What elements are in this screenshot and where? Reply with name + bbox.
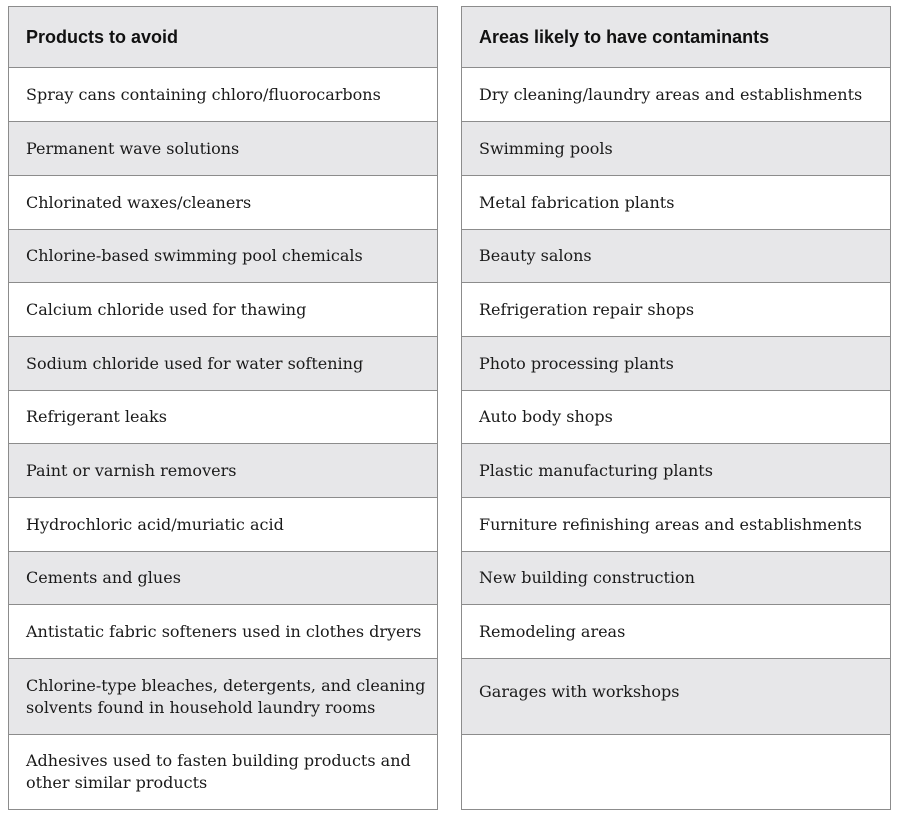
- product-item: Paint or varnish removers: [26, 460, 237, 480]
- product-item: Sodium chloride used for water softening: [26, 353, 364, 373]
- area-item: Dry cleaning/laundry areas and establishments: [479, 84, 863, 104]
- product-item: Spray cans containing chloro/fluorocarbons: [26, 84, 381, 104]
- area-item: Metal fabrication plants: [479, 192, 675, 212]
- table-row: [462, 659, 890, 735]
- products-column: [8, 6, 438, 810]
- table-row: [462, 68, 890, 122]
- table-row: [9, 176, 437, 230]
- table-row: [9, 498, 437, 552]
- table-row: [9, 122, 437, 176]
- table-row: [9, 659, 437, 735]
- area-item: Furniture refinishing areas and establishments: [479, 514, 862, 534]
- area-item: Plastic manufacturing plants: [479, 460, 713, 480]
- product-item: Chlorinated waxes/cleaners: [26, 192, 252, 212]
- table-row: [462, 605, 890, 659]
- products-header-cell: [9, 7, 437, 68]
- table-row: [462, 337, 890, 391]
- table-row: [462, 283, 890, 337]
- area-item: Refrigeration repair shops: [479, 299, 695, 319]
- table-row: [462, 176, 890, 230]
- area-item: Beauty salons: [479, 246, 592, 265]
- table-row: [9, 605, 437, 659]
- table-row: [9, 337, 437, 391]
- table-row: [9, 230, 437, 283]
- product-item: Adhesives used to fasten building products and other similar products: [26, 750, 411, 792]
- areas-header-cell: [462, 7, 890, 68]
- table-row: [462, 498, 890, 552]
- table-row: [9, 552, 437, 605]
- table-row: [462, 552, 890, 605]
- area-item: Garages with workshops: [479, 682, 680, 701]
- products-header: Products to avoid: [26, 26, 179, 47]
- area-item: Photo processing plants: [479, 353, 674, 373]
- product-item: Chlorine-based swimming pool chemicals: [26, 246, 363, 265]
- table-row: [462, 122, 890, 176]
- area-item: New building construction: [479, 568, 695, 587]
- product-item: Calcium chloride used for thawing: [26, 299, 307, 319]
- area-item: Remodeling areas: [479, 621, 626, 641]
- table-row: [462, 391, 890, 444]
- product-item: Chlorine-type bleaches, detergents, and cleaning solvents found in household laundry rooms: [26, 675, 426, 717]
- product-item: Refrigerant leaks: [26, 407, 167, 426]
- table-row: [9, 68, 437, 122]
- areas-header: Areas likely to have contaminants: [479, 26, 770, 47]
- table-row: [9, 735, 437, 808]
- product-item: Antistatic fabric softeners used in clothes dryers: [26, 621, 422, 641]
- area-item: Swimming pools: [479, 138, 613, 158]
- table-row: [9, 283, 437, 337]
- product-item: Cements and glues: [26, 568, 181, 587]
- table-row: [462, 444, 890, 498]
- product-item: Permanent wave solutions: [26, 138, 240, 158]
- product-item: Hydrochloric acid/muriatic acid: [26, 514, 284, 534]
- areas-column: [461, 6, 891, 810]
- table-row: [462, 230, 890, 283]
- table-row-empty: [462, 735, 890, 808]
- table-row: [9, 444, 437, 498]
- area-item: Auto body shops: [479, 407, 613, 426]
- table-row: [9, 391, 437, 444]
